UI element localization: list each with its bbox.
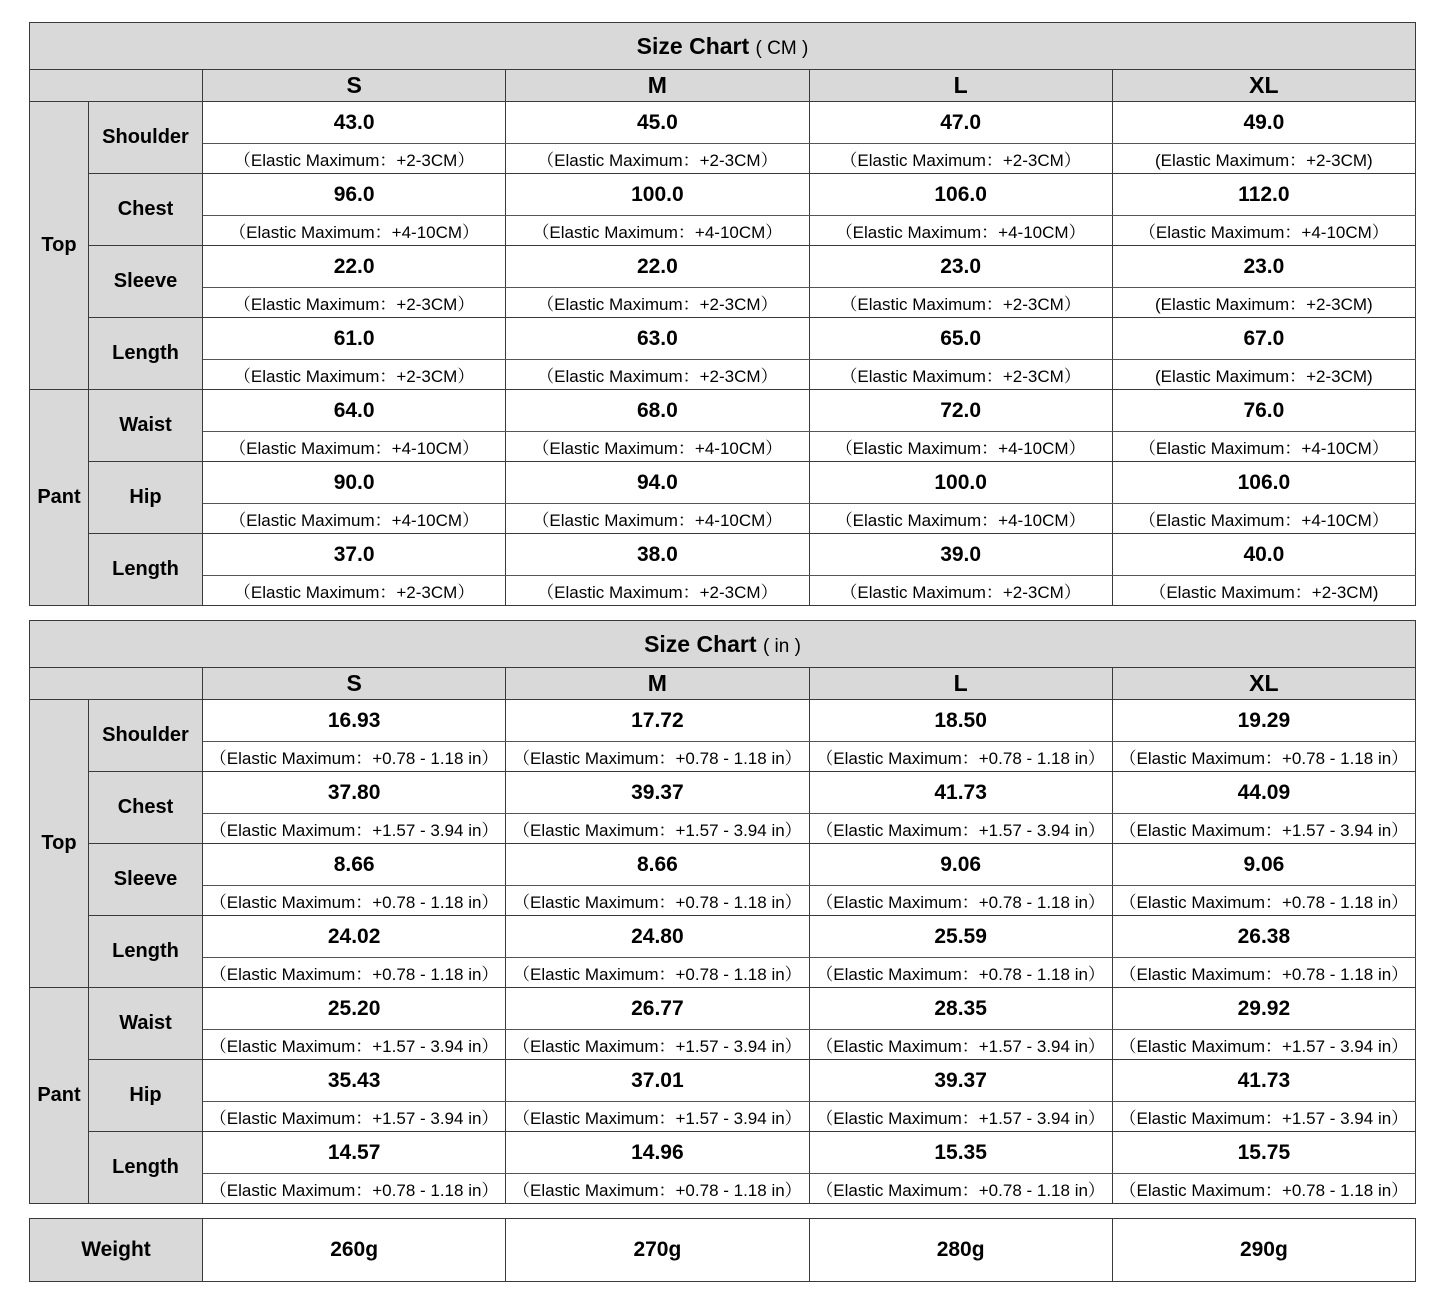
measure-value-row (30, 534, 1416, 576)
elastic-note: （Elastic Maximum：+0.78 - 1.18 in） (809, 742, 1112, 772)
elastic-note: （Elastic Maximum：+1.57 - 3.94 in） (1112, 1030, 1415, 1060)
measure-value: 18.50 (809, 700, 1112, 742)
measure-value-row (30, 988, 1416, 1030)
measure-value: 100.0 (506, 174, 809, 216)
measure-value: 94.0 (506, 462, 809, 504)
weight-label: Weight (30, 1219, 203, 1282)
measure-value-row (30, 102, 1416, 144)
group-label: Pant (30, 988, 89, 1204)
measure-value: 67.0 (1112, 318, 1415, 360)
size-header-corner (30, 668, 203, 700)
elastic-note: （Elastic Maximum：+0.78 - 1.18 in） (809, 886, 1112, 916)
measure-value: 96.0 (203, 174, 506, 216)
measure-value: 37.0 (203, 534, 506, 576)
elastic-note: （Elastic Maximum：+1.57 - 3.94 in） (203, 814, 506, 844)
elastic-note: （Elastic Maximum：+0.78 - 1.18 in） (1112, 958, 1415, 988)
elastic-note: （Elastic Maximum：+1.57 - 3.94 in） (809, 1030, 1112, 1060)
size-header-row (30, 70, 1416, 102)
measure-value: 24.02 (203, 916, 506, 958)
weight-table (29, 1218, 1416, 1282)
measure-value: 37.01 (506, 1060, 809, 1102)
size-header: L (809, 70, 1112, 102)
elastic-note: （Elastic Maximum：+2-3CM） (203, 144, 506, 174)
measure-label: Sleeve (89, 844, 203, 916)
elastic-note: （Elastic Maximum：+4-10CM） (809, 504, 1112, 534)
elastic-note: （Elastic Maximum：+1.57 - 3.94 in） (1112, 814, 1415, 844)
weight-value-xl: 290g (1112, 1219, 1415, 1282)
size-chart-cm-table (29, 22, 1416, 606)
measure-value: 9.06 (809, 844, 1112, 886)
elastic-note: （Elastic Maximum：+4-10CM） (506, 432, 809, 462)
measure-label: Waist (89, 390, 203, 462)
measure-value: 41.73 (809, 772, 1112, 814)
measure-value: 35.43 (203, 1060, 506, 1102)
measure-label: Shoulder (89, 102, 203, 174)
measure-value: 68.0 (506, 390, 809, 432)
measure-label: Waist (89, 988, 203, 1060)
chart-unit: ( CM ) (755, 37, 809, 59)
measure-value: 106.0 (1112, 462, 1415, 504)
measure-value: 45.0 (506, 102, 809, 144)
measure-note-row (30, 144, 1416, 174)
measure-value: 14.57 (203, 1132, 506, 1174)
elastic-note: （Elastic Maximum：+2-3CM） (203, 576, 506, 606)
measure-value: 49.0 (1112, 102, 1415, 144)
measure-value: 23.0 (1112, 246, 1415, 288)
size-header-corner (30, 70, 203, 102)
measure-note-row (30, 216, 1416, 246)
measure-note-row (30, 886, 1416, 916)
elastic-note: （Elastic Maximum：+4-10CM） (1112, 216, 1415, 246)
measure-note-row (30, 1174, 1416, 1204)
measure-note-row (30, 1102, 1416, 1132)
measure-value: 38.0 (506, 534, 809, 576)
elastic-note: （Elastic Maximum：+4-10CM） (203, 504, 506, 534)
measure-value: 106.0 (809, 174, 1112, 216)
measure-value: 14.96 (506, 1132, 809, 1174)
group-label: Top (30, 102, 89, 390)
elastic-note: （Elastic Maximum：+0.78 - 1.18 in） (203, 1174, 506, 1204)
measure-label: Hip (89, 1060, 203, 1132)
elastic-note: （Elastic Maximum：+2-3CM） (203, 288, 506, 318)
elastic-note: （Elastic Maximum：+4-10CM） (203, 432, 506, 462)
measure-value: 76.0 (1112, 390, 1415, 432)
measure-value: 61.0 (203, 318, 506, 360)
measure-value: 25.59 (809, 916, 1112, 958)
title-row (30, 23, 1416, 70)
measure-note-row (30, 288, 1416, 318)
measure-value: 44.09 (1112, 772, 1415, 814)
group-label: Top (30, 700, 89, 988)
elastic-note: （Elastic Maximum：+4-10CM） (809, 216, 1112, 246)
measure-note-row (30, 576, 1416, 606)
measure-value: 17.72 (506, 700, 809, 742)
elastic-note: （Elastic Maximum：+2-3CM） (506, 288, 809, 318)
measure-value-row (30, 916, 1416, 958)
title-row (30, 621, 1416, 668)
elastic-note: （Elastic Maximum：+2-3CM） (809, 576, 1112, 606)
measure-value: 26.77 (506, 988, 809, 1030)
measure-value-row (30, 318, 1416, 360)
elastic-note: （Elastic Maximum：+0.78 - 1.18 in） (506, 886, 809, 916)
measure-value: 112.0 (1112, 174, 1415, 216)
measure-label: Sleeve (89, 246, 203, 318)
measure-note-row (30, 504, 1416, 534)
measure-note-row (30, 742, 1416, 772)
measure-value: 8.66 (203, 844, 506, 886)
elastic-note: （Elastic Maximum：+1.57 - 3.94 in） (506, 1102, 809, 1132)
chart-title (30, 23, 1416, 70)
measure-note-row (30, 814, 1416, 844)
weight-value-m: 270g (506, 1219, 809, 1282)
elastic-note: （Elastic Maximum：+0.78 - 1.18 in） (1112, 886, 1415, 916)
elastic-note: （Elastic Maximum：+1.57 - 3.94 in） (203, 1030, 506, 1060)
measure-value: 22.0 (506, 246, 809, 288)
elastic-note: （Elastic Maximum：+0.78 - 1.18 in） (203, 958, 506, 988)
measure-value: 47.0 (809, 102, 1112, 144)
measure-value: 41.73 (1112, 1060, 1415, 1102)
measure-value: 26.38 (1112, 916, 1415, 958)
elastic-note: （Elastic Maximum：+4-10CM） (506, 504, 809, 534)
chart-title (30, 621, 1416, 668)
size-header: XL (1112, 668, 1415, 700)
size-header: S (203, 668, 506, 700)
elastic-note: （Elastic Maximum：+4-10CM） (203, 216, 506, 246)
measure-value: 15.75 (1112, 1132, 1415, 1174)
elastic-note: （Elastic Maximum：+1.57 - 3.94 in） (809, 1102, 1112, 1132)
elastic-note: （Elastic Maximum：+2-3CM） (809, 288, 1112, 318)
elastic-note: (Elastic Maximum：+2-3CM) (1112, 144, 1415, 174)
measure-value: 72.0 (809, 390, 1112, 432)
measure-value: 9.06 (1112, 844, 1415, 886)
elastic-note: （Elastic Maximum：+1.57 - 3.94 in） (203, 1102, 506, 1132)
measure-value: 39.37 (506, 772, 809, 814)
elastic-note: （Elastic Maximum：+4-10CM） (1112, 504, 1415, 534)
group-label: Pant (30, 390, 89, 606)
measure-note-row (30, 1030, 1416, 1060)
measure-label: Length (89, 1132, 203, 1204)
measure-value-row (30, 1132, 1416, 1174)
measure-note-row (30, 432, 1416, 462)
elastic-note: （Elastic Maximum：+4-10CM） (1112, 432, 1415, 462)
measure-label: Chest (89, 174, 203, 246)
elastic-note: （Elastic Maximum：+0.78 - 1.18 in） (1112, 1174, 1415, 1204)
measure-value: 15.35 (809, 1132, 1112, 1174)
measure-value-row (30, 462, 1416, 504)
measure-label: Length (89, 534, 203, 606)
measure-value: 16.93 (203, 700, 506, 742)
elastic-note: （Elastic Maximum：+2-3CM） (809, 360, 1112, 390)
elastic-note: （Elastic Maximum：+0.78 - 1.18 in） (506, 1174, 809, 1204)
elastic-note: （Elastic Maximum：+4-10CM） (506, 216, 809, 246)
measure-value: 100.0 (809, 462, 1112, 504)
elastic-note: （Elastic Maximum：+1.57 - 3.94 in） (809, 814, 1112, 844)
measure-value: 65.0 (809, 318, 1112, 360)
measure-value-row (30, 1060, 1416, 1102)
elastic-note: （Elastic Maximum：+0.78 - 1.18 in） (809, 1174, 1112, 1204)
measure-value-row (30, 700, 1416, 742)
measure-value: 90.0 (203, 462, 506, 504)
measure-value-row (30, 174, 1416, 216)
measure-value: 25.20 (203, 988, 506, 1030)
elastic-note: （Elastic Maximum：+1.57 - 3.94 in） (506, 1030, 809, 1060)
weight-row (30, 1219, 1416, 1282)
measure-value-row (30, 844, 1416, 886)
measure-value-row (30, 390, 1416, 432)
weight-value-l: 280g (809, 1219, 1112, 1282)
measure-label: Hip (89, 462, 203, 534)
measure-value: 39.0 (809, 534, 1112, 576)
measure-note-row (30, 360, 1416, 390)
size-header: M (506, 668, 809, 700)
elastic-note: （Elastic Maximum：+2-3CM） (809, 144, 1112, 174)
measure-label: Chest (89, 772, 203, 844)
size-header-row (30, 668, 1416, 700)
elastic-note: （Elastic Maximum：+0.78 - 1.18 in） (203, 886, 506, 916)
measure-value: 40.0 (1112, 534, 1415, 576)
elastic-note: （Elastic Maximum：+2-3CM） (506, 360, 809, 390)
elastic-note: （Elastic Maximum：+0.78 - 1.18 in） (506, 742, 809, 772)
measure-value: 63.0 (506, 318, 809, 360)
elastic-note: （Elastic Maximum：+0.78 - 1.18 in） (1112, 742, 1415, 772)
elastic-note: （Elastic Maximum：+1.57 - 3.94 in） (1112, 1102, 1415, 1132)
size-header: S (203, 70, 506, 102)
size-header: M (506, 70, 809, 102)
measure-note-row (30, 958, 1416, 988)
measure-value: 64.0 (203, 390, 506, 432)
elastic-note: (Elastic Maximum：+2-3CM) (1112, 360, 1415, 390)
elastic-note: (Elastic Maximum：+2-3CM) (1112, 288, 1415, 318)
measure-value: 23.0 (809, 246, 1112, 288)
measure-value: 29.92 (1112, 988, 1415, 1030)
size-chart-in-table (29, 620, 1416, 1204)
elastic-note: （Elastic Maximum：+2-3CM） (203, 360, 506, 390)
elastic-note: （Elastic Maximum：+2-3CM） (506, 576, 809, 606)
elastic-note: （Elastic Maximum：+2-3CM) (1112, 576, 1415, 606)
measure-value: 37.80 (203, 772, 506, 814)
elastic-note: （Elastic Maximum：+1.57 - 3.94 in） (506, 814, 809, 844)
measure-value-row (30, 772, 1416, 814)
weight-value-s: 260g (203, 1219, 506, 1282)
elastic-note: （Elastic Maximum：+4-10CM） (809, 432, 1112, 462)
measure-label: Shoulder (89, 700, 203, 772)
chart-title-text: Size Chart (644, 630, 757, 657)
size-header: L (809, 668, 1112, 700)
measure-value: 22.0 (203, 246, 506, 288)
elastic-note: （Elastic Maximum：+0.78 - 1.18 in） (506, 958, 809, 988)
chart-unit: ( in ) (762, 635, 801, 657)
measure-value: 8.66 (506, 844, 809, 886)
elastic-note: （Elastic Maximum：+0.78 - 1.18 in） (809, 958, 1112, 988)
elastic-note: （Elastic Maximum：+0.78 - 1.18 in） (203, 742, 506, 772)
chart-title-text: Size Chart (636, 32, 750, 59)
measure-value: 28.35 (809, 988, 1112, 1030)
measure-label: Length (89, 916, 203, 988)
measure-value: 24.80 (506, 916, 809, 958)
measure-value-row (30, 246, 1416, 288)
measure-label: Length (89, 318, 203, 390)
measure-value: 39.37 (809, 1060, 1112, 1102)
size-header: XL (1112, 70, 1415, 102)
measure-value: 43.0 (203, 102, 506, 144)
elastic-note: （Elastic Maximum：+2-3CM） (506, 144, 809, 174)
measure-value: 19.29 (1112, 700, 1415, 742)
